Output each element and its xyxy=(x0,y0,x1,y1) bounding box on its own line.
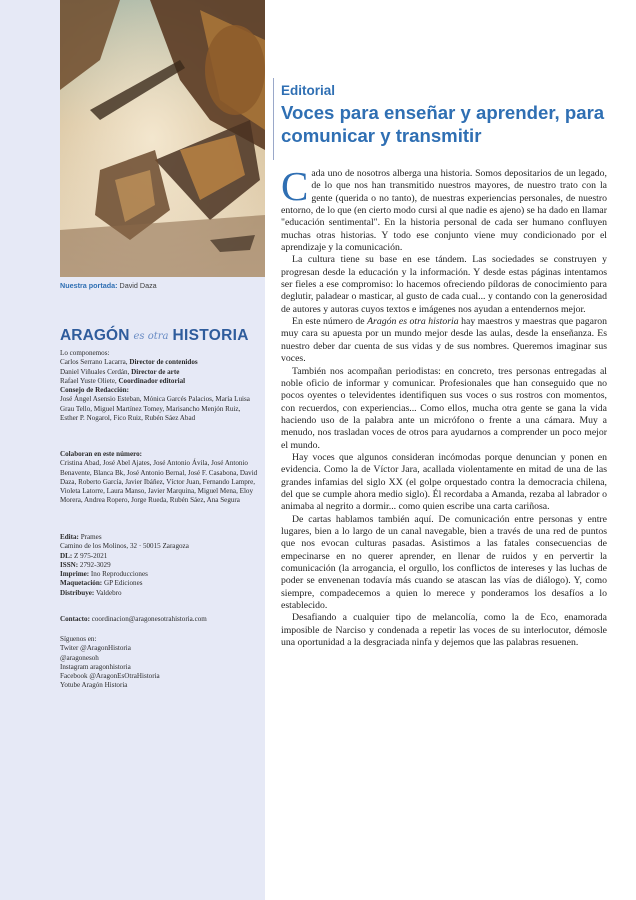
article-paragraph: En este número de Aragón es otra historia hay maestros y maestras que pagaron muy cara su apuesta por un mundo mejor desde las aulas, desde la enseñanza. Es nuestro deber dar cuenta de sus vidas y de sus nombres. Queremos imaginar sus voces. xyxy=(281,316,608,365)
social-link[interactable]: Twiter @AragonHistoria xyxy=(60,644,131,653)
staff-credits xyxy=(60,349,260,423)
layout-credit: Maquetación: GP Ediciones xyxy=(60,579,143,588)
legal-deposit: DL: Z 975-2021 xyxy=(60,551,108,560)
logo-word-historia: HISTORIA xyxy=(172,327,249,344)
social-link[interactable]: Yotube Aragón Historia xyxy=(60,681,128,690)
collaborators-names: Cristina Abad, José Abel Ajates, José Antonio Ávila, José Antonio Benavente, Blanca Bk, José Antonio Bernal, José F. Casabona, David Daza, Roberto García, Javier Ibáñez, Víctor Juan, Fernando Lampre, Violeta Latorre, Laura Manso, Javier Marquina, Miguel Mena, Eloy Morera, Andrea Ropero, Jorge Rueda, Rubén Sáez, Ana Segura xyxy=(60,459,258,505)
cover-caption-author: David Daza xyxy=(119,281,157,290)
collaborators-credits xyxy=(60,450,260,506)
article-paragraph: Hay voces que algunos consideran incómodas porque denuncian y ponen en evidencia. Como la de Víctor Jara, acallada violentamente en mitad de una de las grandes infamias del siglo XX (el golpe orquestado contra la democracia chilena, del que se cumple ahora medio siglo). Él recordaba a Amanda, rezaba al labrador o animaba al negrito a dormir... como quien escribe una carta cariñosa. xyxy=(281,451,607,513)
article-paragraph: Desafiando a cualquier tipo de melancolía, como la de Eco, enamorada imposible de Narciso y condenada a repetir las voces de su interlocutor, démosle una oportunidad a la desgraciada ninfa y dejemos que las palabras resuenen. xyxy=(281,612,607,649)
logo-word-es-otra: es otra xyxy=(133,330,169,342)
contact-email[interactable]: coordinacion@aragonesotrahistoria.com xyxy=(89,615,207,623)
social-links xyxy=(60,635,260,691)
article-paragraph: Cada uno de nosotros alberga una historia. Somos depositarios de un legado, de lo que nos han transmitido nuestros mayores, de nuestro trato con la gente (querida o no tanto), de nuestras experiencias personales, de nuestro entorno, de lo que (en cierto modo cursi al que nadie es ajeno) se ha dado en llamar "educación sentimental". En la historia personal de cada ser humano confluyen muchas otras historias. Y todo ese conjunto viene muy condicionado por el aprendizaje y la comunicación. xyxy=(281,163,607,254)
cover-caption xyxy=(60,281,157,290)
social-link[interactable]: @aragonesoh xyxy=(60,653,99,662)
article-paragraph: También nos acompañan periodistas: en concreto, tres personas entregadas al noble oficio de informar y comunicar. Profesionales que han conseguido que no pocos oyentes o televidentes identifiquen sus voces o sus rostros con momentos, con recuerdos, con experiencias... Como ellos, mucha otra gente se gana la vida haciendo uso de la palabra ante un micrófono o frente a una cámara. Muy a menudo, nos trasladan voces de otros para ayudarnos a comprender un poco mejor el mundo. xyxy=(281,365,607,451)
article-paragraph: De cartas hablamos también aquí. De comunicación entre personas y entre lugares, bien a lo largo de un canal navegable, bien a través de una red de puntos que nos evocan culturas pasadas. Asistimos a las fatales consecuencias de empecinarse en no querer aprender, en llenar de ruidos y en pervertir la comunicación (la arrogancia, el orgullo, los conflictos de intereses y las luchas de poder se envenenan todavía más cuando se atascan las vías de diálogo). Y, como siempre, compadecemos a quien lo merece y ponderamos los desafíos a lo establecido. xyxy=(281,513,607,612)
article-title: Voces para enseñar y aprender, para comunicar y transmitir xyxy=(281,102,605,146)
logo-word-aragon: ARAGÓN xyxy=(60,327,130,344)
staff-member: Rafael Yuste Oliete, Coordinador editorial xyxy=(60,376,186,385)
social-link[interactable]: Facebook @AragonEsOtraHistoria xyxy=(60,672,160,681)
article-paragraph: La cultura tiene su base en ese tándem. Las sociedades se construyen y progresan desde la educación y la información. Y desde estas páginas intentamos ser fieles a ese compromiso: lo hacemos ofreciendo píldoras de conocimiento para deglutir, paladear o masticar, al gusto de cada cual... y contando con la generosidad de autores y autoras cuyos textos e imágenes nos ayudan a entendernos mejor. xyxy=(281,254,607,315)
printer: Imprime: Ino Reproducciones xyxy=(60,570,148,579)
staff-member: Carlos Serrano Lacarra, Director de contenidos xyxy=(60,358,198,367)
issn: ISSN: 2792-3029 xyxy=(60,560,111,569)
cover-illustration xyxy=(60,0,265,277)
collaborators-heading: Colaboran en este número: xyxy=(60,450,143,458)
contact-label: Contacto: xyxy=(60,615,90,623)
magazine-logo xyxy=(60,326,249,346)
article-body xyxy=(281,163,608,649)
publisher-line: Edita: Prames xyxy=(60,533,102,541)
cover-caption-label: Nuestra portada: xyxy=(60,281,118,290)
contact-line xyxy=(60,615,260,624)
distributor: Distribuye: Valdebro xyxy=(60,588,122,597)
header-divider xyxy=(273,78,274,160)
staff-member: Daniel Viñuales Cerdán, Director de arte xyxy=(60,367,180,376)
social-link[interactable]: Instagram aragonhistoria xyxy=(60,662,131,671)
publisher-address: Camino de los Molinos, 32 · 50015 Zaragoza xyxy=(60,542,189,551)
staff-heading: Lo componemos: xyxy=(60,349,110,357)
section-kicker: Editorial xyxy=(281,83,336,98)
publisher-credits xyxy=(60,533,260,598)
drop-cap: C xyxy=(281,163,309,209)
council-names: José Ángel Asensio Esteban, Mónica Garcés Palacios, María Luisa Grau Tello, Miguel Martínez Tomey, Marisancho Menjón Ruiz, Esther P. Nogarol, Fico Ruiz, Rubén Sáez Abad xyxy=(60,395,250,423)
council-heading: Consejo de Redacción: xyxy=(60,386,129,395)
social-heading: Síguenos en: xyxy=(60,635,97,643)
